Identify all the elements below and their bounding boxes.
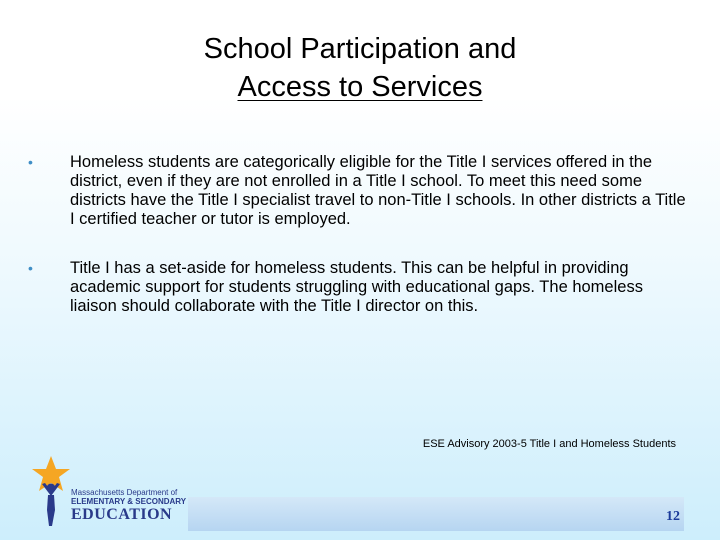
logo-wordmark xyxy=(71,488,186,524)
footer-bar xyxy=(188,497,684,531)
logo-line-1: Massachusetts Department of xyxy=(71,488,178,497)
title-line-1: School Participation and xyxy=(203,33,517,65)
bullet-text: Homeless students are categorically eligible for the Title I services offered in the district, even if they are not enrolled in a Title I school. To meet this need some districts have the Title I specialist travel to non-Title I schools. In other districts a Title I certified teacher or tutor is employed. xyxy=(70,153,686,228)
logo-line-2: ELEMENTARY & SECONDARY xyxy=(71,497,187,506)
bullet-item xyxy=(28,259,688,316)
bullet-list xyxy=(28,153,688,346)
ese-logo xyxy=(30,454,190,534)
bullet-item xyxy=(28,153,688,229)
page-number: 12 xyxy=(666,509,680,524)
title-line-2: Access to Services xyxy=(237,71,483,103)
slide-title xyxy=(0,30,720,106)
logo-line-3: EDUCATION xyxy=(71,506,173,523)
source-footnote: ESE Advisory 2003-5 Title I and Homeless Students xyxy=(422,438,676,450)
bullet-marker: • xyxy=(28,260,33,276)
bullet-marker: • xyxy=(28,154,33,170)
bullet-text: Title I has a set-aside for homeless students. This can be helpful in providing academic support for students struggling with educational gaps. The homeless liaison should collaborate with the Title I director on this. xyxy=(70,259,643,315)
star-figure-icon xyxy=(30,454,72,530)
